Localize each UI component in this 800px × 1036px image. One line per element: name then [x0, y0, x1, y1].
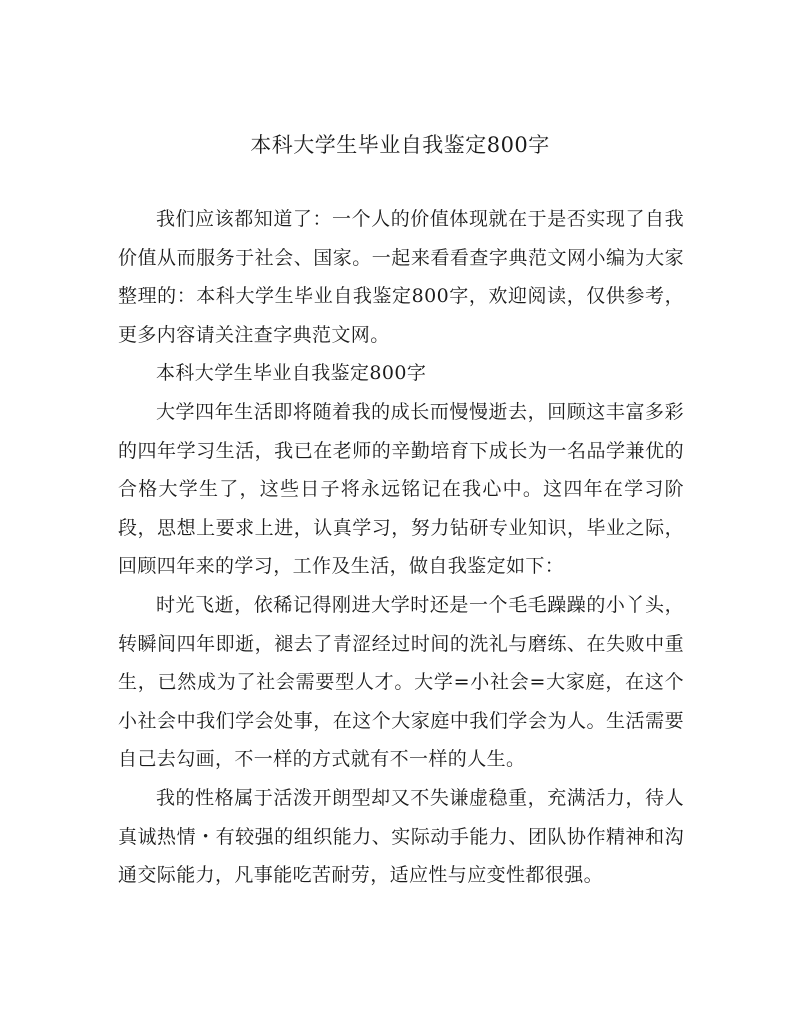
- paragraph-university-life: 大学四年生活即将随着我的成长而慢慢逝去，回顾这丰富多彩的四年学习生活，我已在老师的辛勤培育下成长为一名品学兼优的合格大学生了，这些日子将永远铭记在我心中。这四年在学习阶段，思想上要求上进，认真学习，努力钻研专业知识，毕业之际，回顾四年来的学习，工作及生活，做自我鉴定如下：: [118, 400, 684, 578]
- document-title: 本科大学生毕业自我鉴定800字: [250, 133, 550, 157]
- paragraph-personality: 我的性格属于活泼开朗型却又不失谦虚稳重，充满活力，待人真诚热情・有较强的组织能力、实际动手能力、团队协作精神和沟通交际能力，凡事能吃苦耐劳，适应性与应变性都很强。: [118, 786, 684, 887]
- paragraph-intro: 我们应该都知道了：一个人的价值体现就在于是否实现了自我价值从而服务于社会、国家。一起来看看查字典范文网小编为大家整理的：本科大学生毕业自我鉴定800字，欢迎阅读，仅供参考，更多内容请关注查字典范文网。: [118, 208, 684, 346]
- paragraph-time-flies: 时光飞逝，依稀记得刚进大学时还是一个毛毛躁躁的小丫头，转瞬间四年即逝，褪去了青涩经过时间的洗礼与磨练、在失败中重生，已然成为了社会需要型人才。大学=小社会=大家庭，在这个小社会中我们学会处事，在这个大家庭中我们学会为人。生活需要自己去勾画，不一样的方式就有不一样的人生。: [118, 593, 684, 771]
- document-body: [118, 200, 684, 895]
- paragraph-subtitle: 本科大学生毕业自我鉴定800字: [156, 362, 427, 385]
